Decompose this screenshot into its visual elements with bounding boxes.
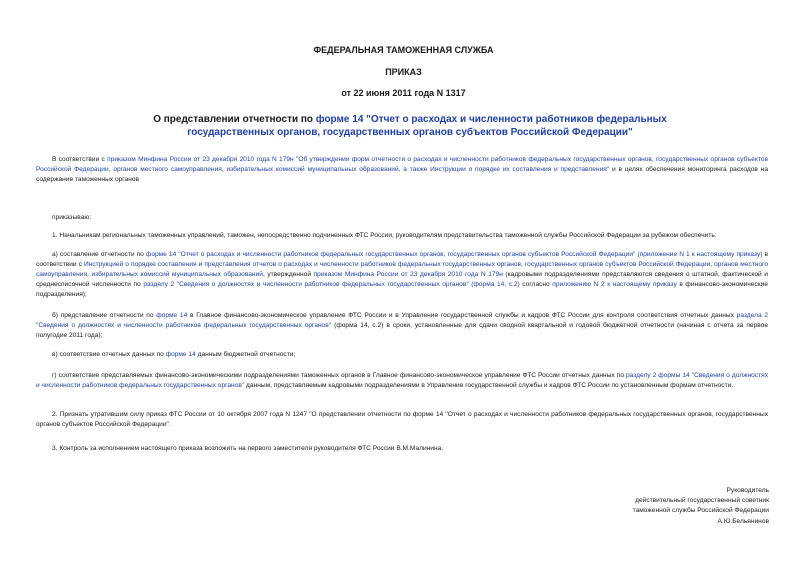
item-a-text-7: в финансово-экономические подразделения); [36, 280, 768, 298]
order-title-link[interactable]: "Об утверждении форм отчетности о расходах и численности работников федеральных государственных органов, государственных органов субъектов Российской Федерации, органов местного самоуправления, избирательных комиссий муниципальных образований, а также Инструкции о порядке их составления и представления" [36, 156, 768, 173]
item-2-paragraph: 2. Признать утратившим силу приказ ФТС России от 10 октября 2007 года N 1247 "О представлении отчетности по форме 14 "Отчет о расходах и численности работников федеральных государственных органов, государственных органов субъектов Российской Федерации". [36, 411, 768, 428]
intro-paragraph [36, 155, 768, 185]
item-a-text-1: а) составление отчетности по [52, 251, 146, 258]
item-1-text: 1. Начальникам региональных таможенных управлений, таможен, непосредственно подчиненных ФТС России, руководителям представительства таможенной службы Российской Федерации за рубежом обеспечить: [52, 231, 717, 239]
signature-title: Руководитель [726, 487, 769, 494]
appendix-1-link[interactable]: (приложение N 1 к настоящему приказу) [637, 251, 763, 258]
item-g-paragraph [36, 371, 768, 391]
signature-name: А.Ю.Бельянинов [717, 517, 769, 525]
order-paragraph [36, 213, 768, 241]
item-g-section-2-link[interactable]: разделу 2 формы 14 "Сведения о должностях и численности работников федеральных государственных органов" [36, 372, 768, 389]
signature-rank: действительный государственный советник [635, 497, 769, 505]
signature-block [509, 486, 769, 527]
item-a-text-6: согласно [519, 280, 553, 288]
appendix-2-link[interactable]: приложению N 2 к настоящему приказу [552, 280, 677, 288]
section-2-link[interactable]: разделу 2 "Сведения о должностях и численности работников федеральных государственных органов" (форма 14, с.2) [143, 280, 520, 288]
item-g-text-2: данным, представляемым кадровыми подразделениями в Управление государственной службы и кадров ФТС России по установленным формам отчетности. [244, 381, 734, 389]
item-b-paragraph [36, 311, 768, 341]
agency-heading: ФЕДЕРАЛЬНАЯ ТАМОЖЕННАЯ СЛУЖБА [313, 45, 494, 55]
item-b-form14-link[interactable]: форме 14 [156, 312, 188, 319]
item-3-paragraph: 3. Контроль за исполнением настоящего приказа возложить на первого заместителя руководителя ФТС России В.М.Малинина. [52, 445, 444, 452]
item-v-paragraph [36, 350, 768, 360]
intro-text-3: и в целях обеспечения мониторинга расходов на содержание таможенных органов [36, 165, 769, 183]
doc-date-heading: от 22 июня 2011 года N 1317 [341, 88, 466, 98]
item-v-text-1: в) соответствие отчетных данных по [52, 351, 166, 358]
item-b-text-3: (форма 14, с.2) в сроки, установленные для сдачи сводной квартальной и годовой бюджетной отчетности (начиная с отчета за первое полугодие 2011 года); [36, 321, 768, 339]
intro-text-1: В соответствии с [52, 156, 108, 163]
item-v-form14-link[interactable]: форме 14 [165, 351, 196, 358]
instruction-link[interactable]: Инструкцией о порядке составления и представления отчетов о расходах и численности работников федеральных государственных органов, государственных органов субъектов Российской Федерации, органов местного самоуправления, избирательных комиссий муниципальных образований [36, 260, 768, 278]
item-v-text-2: данным бюджетной отчетности; [195, 351, 296, 358]
title-form14-link[interactable]: форме 14 "Отчет о расходах и численности работников федеральных государственных органов, государственных органов субъектов Российской Федерации" [187, 114, 667, 138]
item-a-text-3: в соответствии с [36, 251, 768, 268]
doc-type-heading: ПРИКАЗ [385, 67, 422, 77]
doc-title [110, 114, 710, 139]
item-a-text-4: , утвержденной [262, 270, 314, 278]
item-b-section-2-link[interactable]: раздела 2 "Сведения о должностях и численности работников федеральных государственных органов" [36, 312, 769, 329]
title-text: О представлении отчетности по [153, 114, 316, 125]
item-a-paragraph [36, 250, 768, 300]
item-a-form14-link[interactable]: форме 14 "Отчет о расходах и численности работников федеральных государственных органов, государственных органов субъектов Российской Федерации" [145, 251, 636, 258]
item-b-text-1: б) представление отчетности по [52, 312, 157, 319]
minfin-order-link[interactable]: приказом Минфина России от 23 декабря 2010 года N 179н [107, 156, 294, 163]
signature-service: таможенной службы Российской Федерации [632, 507, 769, 515]
item-a-minfin-link[interactable]: приказом Минфина России от 23 декабря 2010 года N 179н [313, 270, 503, 278]
item-b-text-2: в Главное финансово-экономическое управление ФТС России и в Управление государственной службы и кадров ФТС России для контроля соответствия отчетных данных [187, 312, 737, 319]
order-word: приказываю: [52, 214, 92, 221]
item-g-text-1: г) соответствие представляемых финансово-экономическими подразделениями таможенных органов в Главное финансово-экономическое управление ФТС России отчетных данных по [52, 372, 627, 379]
item-a-text-5: (кадровыми подразделениями представляются сведения о штатной, фактической и среднесписочной численности по [36, 270, 768, 288]
